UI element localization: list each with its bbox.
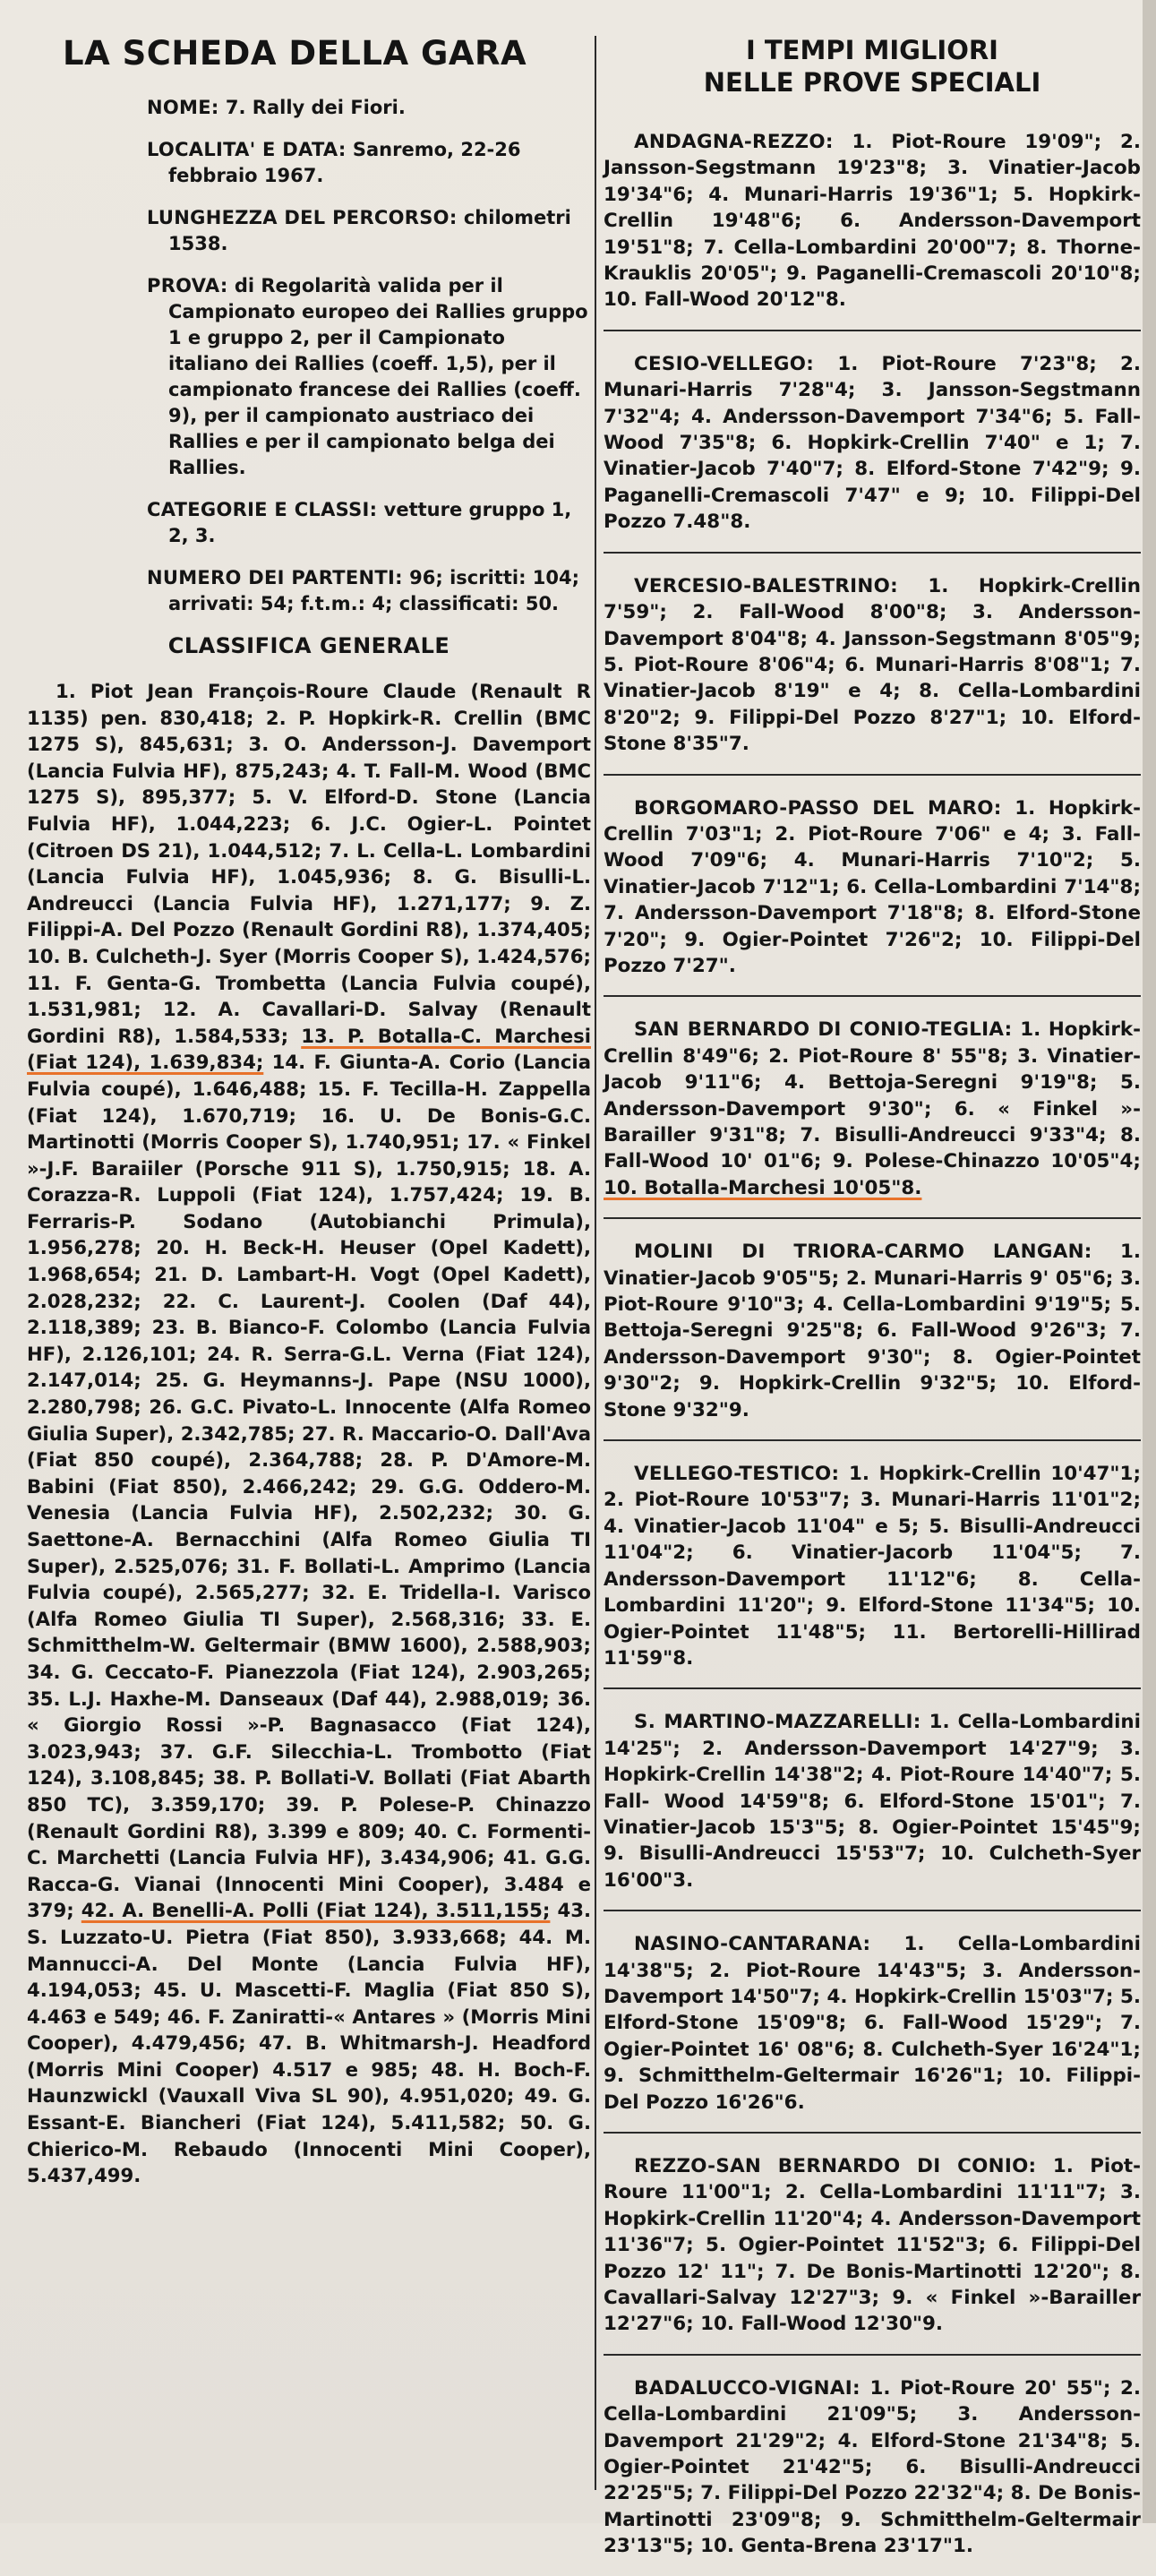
stage-nasino-cantarana: [604, 1910, 1141, 2132]
adjacent-page-edge: [1143, 0, 1156, 2523]
stage-times: 1. Piot-Roure 20' 55"; 2. Cella-Lombardini 21'09"5; 3. Andersson-Davemport 21'29"2; 4. Elford-Stone 21'34"8; 5. Ogier-Pointet 21'42"5; 6. Bisulli-Andreucci 22'25"5; 7. Filippi-Del Pozzo 22'32"4; 8. De Bonis-Martinotti 23'09"8; 9. Schmitthelm-Geltermair 23'13"5; 10. Genta-Brena 23'17"1.: [604, 2376, 1141, 2558]
stage-cesio-vellego: [604, 330, 1141, 552]
stage-san-bernardo-teglia: [604, 995, 1141, 1217]
left-column: [27, 0, 591, 2189]
stage-times: 1. Hopkirk-Crellin 7'59"; 2. Fall-Wood 8'00"8; 3. Andersson-Davemport 8'04"8; 4. Jansson-Segstmann 8'05"9; 5. Piot-Roure 8'06"4; 6. Munari-Harris 8'08"1; 7. Vinatier-Jacob 8'19" e 4; 8. Cella-Lombardini 8'20"2; 9. Filippi-Del Pozzo 8'27"1; 10. Elford-Stone 8'35"7.: [604, 574, 1141, 756]
highlighted-result: 13. P. Botalla-C. Marchesi (Fiat 124), 1.639,834;: [27, 1024, 591, 1074]
stage-s-martino-mazzarelli: [604, 1687, 1141, 1910]
stage-times: 1. Cella-Lombardini 14'38"5; 2. Piot-Roure 14'43"5; 3. Andersson-Davemport 14'50"7; 4. Hopkirk-Crellin 15'03"7; 5. Elford-Stone 15'09"8; 6. Fall-Wood 15'29"; 7. Ogier-Pointet 16' 08"6; 8. Culcheth-Syer 16'24"1; 9. Schmitthelm-Geltermair 16'26"1; 10. Filippi-Del Pozzo 16'26"6.: [604, 1933, 1141, 2114]
classifica-title: CLASSIFICA GENERALE: [167, 633, 450, 658]
info-label: CATEGORIE E CLASSI:: [147, 499, 378, 520]
classifica-part: 1. Piot Jean François-Roure Claude (Renault R 1135) pen. 830,418; 2. P. Hopkirk-R. Crellin (BMC 1275 S), 845,631; 3. O. Andersson-J. Davemport (Lancia Fulvia HF), 875,243; 4. T. Fall-M. Wood (BMC 1275 S), 895,377; 5. V. Elford-D. Stone (Lancia Fulvia HF), 1.044,223; 6. J.C. Ogier-L. Pointet (Citroen DS 21), 1.044,512; 7. L. Cella-L. Lombardini (Lancia Fulvia HF), 1.045,936; 8. G. Bisulli-L. Andreucci (Lancia Fulvia HF), 1.271,177; 9. Z. Filippi-A. Del Pozzo (Renault Gordini R8), 1.374,405; 10. B. Culcheth-J. Syer (Morris Cooper S), 1.424,576; 11. F. Genta-G. Trombetta (Lancia Fulvia coupé), 1.531,981; 12. A. Cavallari-D. Salvay (Renault Gordini R8), 1.584,533;: [27, 680, 591, 1047]
stage-name: CESIO-VELLEGO:: [634, 352, 815, 375]
right-column: [604, 0, 1141, 2576]
stage-borgomaro-passo-del-maro: [604, 774, 1141, 996]
info-location-date: [27, 137, 591, 189]
info-value: di Regolarità valida per il Campionato europeo dei Rallies gruppo 1 e gruppo 2, per il Campionato italiano dei Rallies (coeff. 1,5), per il campionato francese dei Rallies (coeff. 9), per il campionato austriaco dei Rallies e per il campionato belga dei Rallies.: [168, 275, 588, 478]
classifica-part: 43. S. Luzzato-U. Pietra (Fiat 850), 3.933,668; 44. M. Mannucci-A. Del Monte (Lancia Fulvia HF), 4.194,053; 45. U. Mascetti-F. Maglia (Fiat 850 S), 4.463 e 549; 46. F. Zaniratti-« Antares » (Morris Mini Cooper), 4.479,456; 47. B. Whitmarsh-J. Headford (Morris Mini Cooper) 4.517 e 985; 48. H. Boch-F. Haunzwickl (Vauxall Viva SL 90), 4.951,020; 49. G. Essant-E. Biancheri (Fiat 124), 5.411,582; 50. G. Chierico-M. Rebaudo (Innocenti Mini Cooper), 5.437,499.: [27, 1899, 592, 2187]
stage-name: BADALUCCO-VIGNAI:: [634, 2376, 861, 2400]
stage-name: VELLEGO-TESTICO:: [634, 1463, 840, 1486]
classifica-part: 14. F. Giunta-A. Corio (Lancia Fulvia coupé), 1.646,488; 15. F. Tecilla-H. Zappella (Fiat 124), 1.670,719; 16. U. De Bonis-G.C. Martinotti (Morris Cooper S), 1.740,951; 17. « Finkel »-J.F. Baraiiler (Porsche 911 S), 1.750,915; 18. A. Corazza-R. Luppoli (Fiat 124), 1.757,424; 19. B. Ferraris-P. Sodano (Autobianchi Primula), 1.956,278; 20. H. Beck-H. Heuser (Opel Kadett), 1.968,654; 21. D. Lambart-H. Vogt (Opel Kadett), 2.028,232; 22. C. Laurent-J. Coolen (Daf 44), 2.118,389; 23. B. Bianco-F. Colombo (Lancia Fulvia HF), 2.126,101; 24. R. Serra-G.L. Verna (Fiat 124), 2.147,014; 25. G. Heymanns-J. Pape (NSU 1000), 2.280,798; 26. G.C. Pivato-L. Innocente (Alfa Romeo Giulia Super), 2.342,785; 27. R. Maccario-O. Dall'Ava (Fiat 850 coupé), 2.364,788; 28. P. D'Amore-M. Babini (Fiat 850), 2.466,242; 29. G.G. Oddero-M. Venesia (Lancia Fulvia HF), 2.502,232; 30. G. Saettone-A. Bernacchini (Alfa Romeo Giulia TI Super), 2.525,076; 31. F. Bollati-L. Amprimo (Lancia Fulvia coupé), 2.565,277; 32. E. Tridella-I. Varisco (Alfa Romeo Giulia TI Super), 2.568,316; 33. E. Schmitthelm-W. Geltermair (BMW 1600), 2.588,903; 34. G. Ceccato-F. Pianezzola (Fiat 124), 2.903,265; 35. L.J. Haxhe-M. Danseaux (Daf 44), 2.988,019; 36. « Giorgio Rossi »-P. Bagnasacco (Fiat 124), 3.023,943; 37. G.F. Silecchia-L. Trombotto (Fiat 124), 3.108,845; 38. P. Bollati-V. Bollati (Fiat Abarth 850 TC), 3.359,170; 39. P. Polese-P. Chinazzo (Renault Gordini R8), 3.399 e 809; 40. C. Formenti-C. Marchetti (Lancia Fulvia HF), 3.434,906; 41. G.G. Racca-G. Vianai (Innocenti Mini Cooper), 3.484 e 379;: [27, 1051, 591, 1922]
stage-name: REZZO-SAN BERNARDO DI CONIO:: [634, 2155, 1037, 2177]
stages-title-line: I TEMPI MIGLIORI: [746, 35, 998, 65]
info-categories: [27, 497, 591, 549]
stage-times: 1. Piot-Roure 11'00"1; 2. Cella-Lombardini 11'11"7; 3. Hopkirk-Crellin 11'20"4; 4. Andersson-Davemport 11'36"7; 5. Ogier-Pointet 11'52"3; 6. Filippi-Del Pozzo 12' 11"; 7. De Bonis-Martinotti 12'20"; 8. Cavallari-Salvay 12'27"3; 9. « Finkel »-Barailler 12'27"6; 10. Fall-Wood 12'30"9.: [604, 2155, 1142, 2336]
stage-name: SAN BERNARDO DI CONIO-TEGLIA:: [634, 1018, 1013, 1042]
stage-name: NASINO-CANTARANA:: [634, 1933, 871, 1956]
info-value: 7. Rally dei Fiori.: [225, 97, 406, 118]
info-length: [27, 205, 591, 257]
info-participants: [27, 565, 591, 617]
stage-times: 1. Hopkirk-Crellin 7'03"1; 2. Piot-Roure 7'06" e 4; 3. Fall-Wood 7'09"6; 4. Munari-Harris 7'10"2; 5. Vinatier-Jacob 7'12"1; 6. Cella-Lombardini 7'14"8; 7. Andersson-Davemport 7'18"8; 8. Elford-Stone 7'20"; 9. Ogier-Pointet 7'26"2; 10. Filippi-Del Pozzo 7'27".: [604, 796, 1141, 977]
stage-times: 1. Piot-Roure 19'09"; 2. Jansson-Segstmann 19'23"8; 3. Vinatier-Jacob 19'34"6; 4. Munari-Harris 19'36"1; 5. Hopkirk-Crellin 19'48"6; 6. Andersson-Davemport 19'51"8; 7. Cella-Lombardini 20'00"7; 8. Thorne-Krauklis 20'05"; 9. Paganelli-Cremascoli 20'10"8; 10. Fall-Wood 20'12"8.: [604, 131, 1141, 312]
highlighted-result: 42. A. Benelli-A. Polli (Fiat 124), 3.511,155;: [81, 1899, 551, 1922]
stage-name: S. MARTINO-MAZZARELLI:: [634, 1711, 921, 1734]
info-label: PROVA:: [147, 275, 228, 296]
page-title: LA SCHEDA DELLA GARA: [63, 34, 527, 73]
info-value: Sanremo, 22-26 febbraio 1967.: [168, 139, 521, 186]
info-value: 96; iscritti: 104; arrivati: 54; f.t.m.: 4; classificati: 50.: [168, 567, 580, 614]
stage-badalucco-vignai: [604, 2354, 1141, 2576]
stage-times: 1. Vinatier-Jacob 9'05"5; 2. Munari-Harris 9' 05"6; 3. Piot-Roure 9'10"3; 4. Cella-Lombardini 9'19"5; 5. Bettoja-Seregni 9'25"8; 6. Fall-Wood 9'26"3; 7. Andersson-Davemport 9'30"; 8. Ogier-Pointet 9'30"2; 9. Hopkirk-Crellin 9'32"5; 10. Elford-Stone 9'32"9.: [604, 1241, 1142, 1421]
stage-times: 1. Cella-Lombardini 14'25"; 2. Andersson-Davemport 14'27"9; 3. Hopkirk-Crellin 14'38"2; 4. Piot-Roure 14'40"7; 5. Fall- Wood 14'59"8; 6. Elford-Stone 15'01"; 7. Vinatier-Jacob 15'3"5; 8. Ogier-Pointet 15'45"9; 9. Bisulli-Andreucci 15'53"7; 10. Culcheth-Syer 16'00"3.: [604, 1711, 1141, 1892]
stage-rezzo-san-bernardo: [604, 2132, 1141, 2354]
classifica-text: [27, 678, 591, 2189]
stages-title: [604, 34, 1141, 99]
info-label: LUNGHEZZA DEL PERCORSO:: [147, 207, 458, 228]
info-label: LOCALITA' E DATA:: [147, 139, 347, 160]
stage-name: BORGOMARO-PASSO DEL MARO:: [634, 796, 1002, 820]
stage-name: ANDAGNA-REZZO:: [634, 131, 834, 153]
stage-vellego-testico: [604, 1439, 1141, 1687]
stage-vercesio-balestrino: [604, 552, 1141, 774]
stage-name: VERCESIO-BALESTRINO:: [634, 574, 898, 597]
stages-title-line: NELLE PROVE SPECIALI: [703, 67, 1041, 98]
stage-molini-di-triora: [604, 1217, 1141, 1439]
info-name: [27, 95, 591, 121]
info-label: NOME:: [147, 97, 219, 118]
stage-times: 1. Hopkirk-Crellin 8'49"6; 2. Piot-Roure 8' 55"8; 3. Vinatier-Jacob 9'11"6; 4. Bettoja-Seregni 9'19"8; 5. Andersson-Davemport 9'30"; 6. « Finkel »-Barailler 9'31"8; 7. Bisulli-Andreucci 9'33"4; 8. Fall-Wood 10' 01"6; 9. Polese-Chinazzo 10'05"4;: [604, 1018, 1141, 1173]
column-divider: [595, 36, 596, 2490]
info-value: chilometri 1538.: [168, 207, 571, 254]
stage-times: 1. Hopkirk-Crellin 10'47"1; 2. Piot-Roure 10'53"7; 3. Munari-Harris 11'01"2; 4. Vinatier-Jacob 11'04" e 5; 5. Bisulli-Andreucci 11'04"2; 6. Vinatier-Jacorb 11'04"5; 7. Andersson-Davemport 11'12"6; 8. Cella-Lombardini 11'20"; 9. Elford-Stone 11'34"5; 10. Ogier-Pointet 11'48"5; 11. Bertorelli-Hillirad 11'59"8.: [604, 1463, 1141, 1670]
stage-times: 1. Piot-Roure 7'23"8; 2. Munari-Harris 7'28"4; 3. Jansson-Segstmann 7'32"4; 4. Andersson-Davemport 7'34"6; 5. Fall-Wood 7'35"8; 6. Hopkirk-Crellin 7'40" e 1; 7. Vinatier-Jacob 7'40"7; 8. Elford-Stone 7'42"9; 9. Paganelli-Cremascoli 7'47" e 9; 10. Filippi-Del Pozzo 7.48"8.: [604, 352, 1141, 534]
stage-name: MOLINI DI TRIORA-CARMO LANGAN:: [634, 1241, 1092, 1264]
race-info: [27, 95, 591, 617]
stage-andagna-rezzo: [604, 120, 1141, 330]
highlighted-result: 10. Botalla-Marchesi 10'05"8.: [604, 1176, 922, 1199]
info-prova: [27, 273, 591, 481]
info-label: NUMERO DEI PARTENTI:: [147, 567, 403, 588]
info-value: vetture gruppo 1, 2, 3.: [168, 499, 572, 546]
